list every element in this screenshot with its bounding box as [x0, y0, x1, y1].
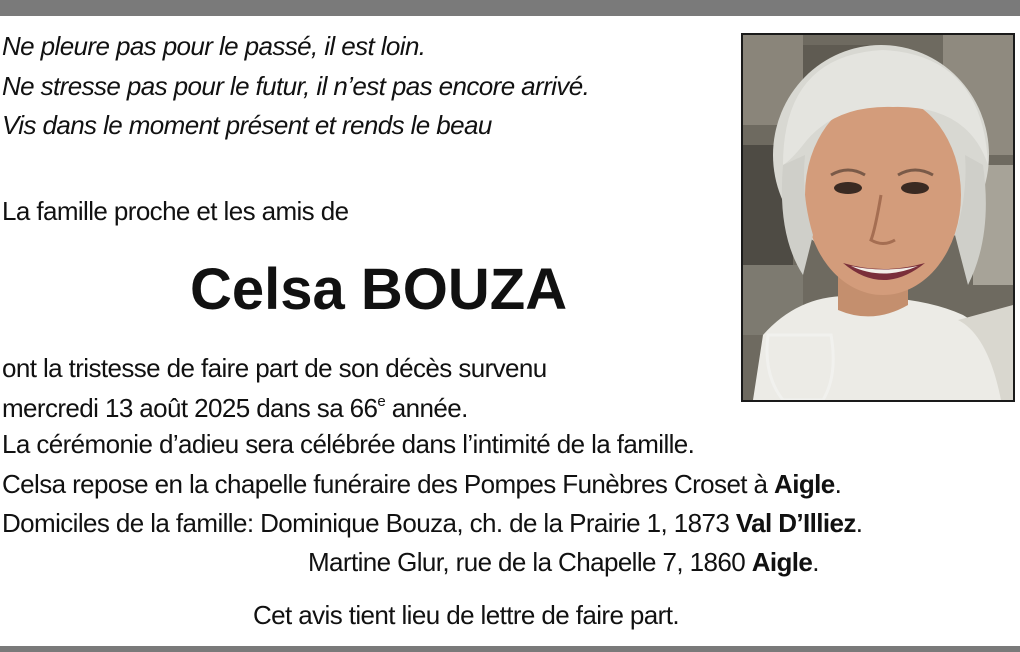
poem-line-2: Ne stresse pas pour le futur, il n’est pas encore arrivé. [2, 71, 590, 101]
top-border-bar [0, 0, 1020, 16]
domicile-entry-1-end: . [855, 508, 863, 538]
deceased-name: Celsa BOUZA [190, 257, 568, 322]
domiciles-line-2 [308, 546, 819, 578]
intro-text: La famille proche et les amis de [2, 196, 349, 226]
domicile-entry-2: Martine Glur, rue de la Chapelle 7, 1860 [308, 547, 752, 577]
location-aigle-2: Aigle [751, 547, 813, 577]
ordinal-suffix: e [377, 393, 386, 410]
domicile-entry-2-end: . [812, 547, 819, 577]
location-aigle: Aigle [774, 469, 835, 499]
announcement-line-2-end: année. [385, 393, 468, 423]
poem-line-1: Ne pleure pas pour le passé, il est loin. [2, 31, 426, 61]
announcement-line-4 [2, 468, 841, 500]
portrait-illustration [743, 35, 1013, 400]
domiciles-line-1 [2, 507, 862, 539]
domiciles-label: Domiciles de la famille: [2, 508, 261, 538]
announcement-line-1: ont la tristesse de faire part de son décès survenu [2, 353, 547, 383]
domicile-entry-1: Dominique Bouza, ch. de la Prairie 1, 1873 [260, 508, 736, 538]
announcement-line-4-text: Celsa repose en la chapelle funéraire des Pompes Funèbres Croset à [2, 469, 775, 499]
poem-line-3: Vis dans le moment présent et rends le beau [2, 110, 492, 140]
portrait-photo [741, 33, 1015, 402]
location-val-dilliez: Val D’Illiez [735, 508, 856, 538]
announcement-line-2 [2, 392, 468, 424]
announcement-line-3: La cérémonie d’adieu sera célébrée dans l’intimité de la famille. [2, 429, 695, 459]
announcement-line-4-end: . [834, 469, 842, 499]
announcement-line-2-text: mercredi 13 août 2025 dans sa 66 [2, 393, 378, 423]
bottom-border-bar [0, 646, 1020, 652]
closing-text: Cet avis tient lieu de lettre de faire part. [253, 600, 679, 630]
